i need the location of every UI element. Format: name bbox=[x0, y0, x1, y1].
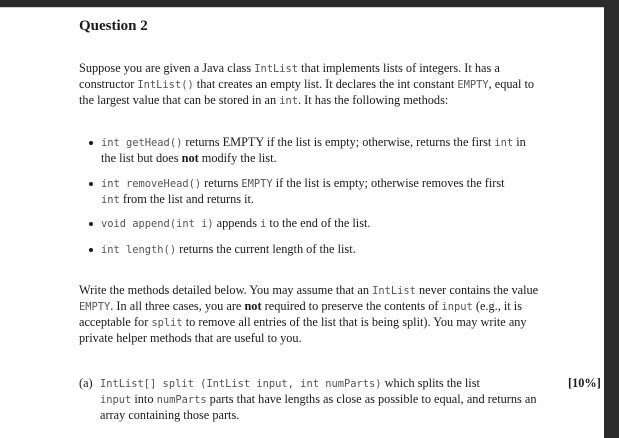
part-text: into bbox=[131, 392, 157, 406]
method-desc: returns bbox=[201, 176, 242, 190]
code-variable: input bbox=[441, 301, 473, 313]
code-variable: numParts bbox=[156, 394, 207, 406]
method-desc: to the end of the list. bbox=[266, 216, 371, 230]
intro-text: that creates an empty list. It declares the int constant bbox=[193, 77, 458, 91]
instructions-text: (e.g., it is bbox=[472, 299, 522, 313]
instructions-text: . In all three cases, you are bbox=[110, 299, 245, 313]
part-text: parts that have lengths as close as possible to equal, and returns an bbox=[206, 392, 537, 406]
bullet-icon bbox=[89, 222, 93, 226]
document-page bbox=[0, 7, 604, 438]
code-type: int bbox=[101, 194, 120, 206]
method-desc: appends bbox=[213, 216, 261, 230]
code-class-name: IntList bbox=[372, 285, 416, 297]
method-signature: IntList[] split (IntList input, int numParts) bbox=[100, 378, 382, 390]
instructions-text: required to preserve the contents of bbox=[261, 299, 442, 313]
instructions-text: Write the methods detailed below. You may assume that an bbox=[79, 283, 373, 297]
intro-line-3 bbox=[79, 93, 569, 109]
code-class-name: IntList bbox=[254, 63, 298, 75]
method-item bbox=[101, 135, 571, 166]
code-type: int bbox=[279, 95, 298, 107]
marks-label: [10%] bbox=[568, 376, 601, 390]
code-constructor: IntList() bbox=[137, 79, 194, 91]
method-signature: void append(int i) bbox=[101, 218, 214, 230]
instructions-paragraph bbox=[79, 283, 569, 346]
intro-paragraph bbox=[79, 61, 569, 109]
instructions-text: private helper methods that are useful to you. bbox=[79, 331, 302, 345]
method-signature: int removeHead() bbox=[101, 178, 202, 190]
intro-text: . It has the following methods: bbox=[298, 93, 449, 107]
code-variable: input bbox=[100, 394, 132, 406]
emphasis-text: not bbox=[181, 151, 199, 165]
method-desc: if the list is empty; otherwise removes the first bbox=[272, 176, 505, 190]
method-desc: in bbox=[513, 135, 526, 149]
question-title: Question 2 bbox=[79, 18, 148, 34]
instructions-text: to remove all entries of the list that is being split). You may write any bbox=[182, 315, 527, 329]
part-text: which splits the list bbox=[381, 376, 480, 390]
code-variable: i bbox=[260, 218, 267, 230]
code-method-name: split bbox=[151, 317, 183, 329]
intro-text: that implements lists of integers. It has a bbox=[297, 61, 500, 75]
instructions-text: acceptable for bbox=[79, 315, 152, 329]
intro-text: constructor bbox=[79, 77, 138, 91]
method-signature: int getHead() bbox=[101, 137, 183, 149]
intro-line-1 bbox=[79, 61, 569, 77]
part-a-body bbox=[100, 376, 560, 423]
method-desc: modify the list. bbox=[198, 151, 277, 165]
method-item bbox=[101, 176, 571, 208]
instructions-text: never contains the value bbox=[415, 283, 539, 297]
part-text: array containing those parts. bbox=[100, 408, 240, 422]
method-desc: from the list and returns it. bbox=[119, 192, 254, 206]
code-constant: EMPTY bbox=[79, 301, 111, 313]
method-item bbox=[101, 242, 571, 258]
bullet-icon bbox=[89, 248, 93, 252]
method-signature: int length() bbox=[101, 244, 177, 256]
method-desc: returns the current length of the list. bbox=[176, 242, 356, 256]
method-item bbox=[101, 216, 571, 232]
code-type: int bbox=[494, 137, 514, 149]
intro-line-2 bbox=[79, 77, 569, 93]
intro-text: Suppose you are given a Java class bbox=[79, 61, 255, 75]
method-desc: returns EMPTY if the list is empty; otherwise, returns the first bbox=[182, 135, 495, 149]
code-constant: EMPTY bbox=[457, 79, 489, 91]
method-desc: the list but does bbox=[101, 151, 182, 165]
emphasis-text: not bbox=[244, 299, 262, 313]
bullet-icon bbox=[89, 182, 93, 186]
intro-text: , equal to bbox=[488, 77, 535, 91]
bullet-icon bbox=[89, 141, 93, 145]
intro-text: the largest value that can be stored in an bbox=[79, 93, 280, 107]
part-label: (a) bbox=[79, 376, 93, 390]
code-constant: EMPTY bbox=[241, 178, 273, 190]
